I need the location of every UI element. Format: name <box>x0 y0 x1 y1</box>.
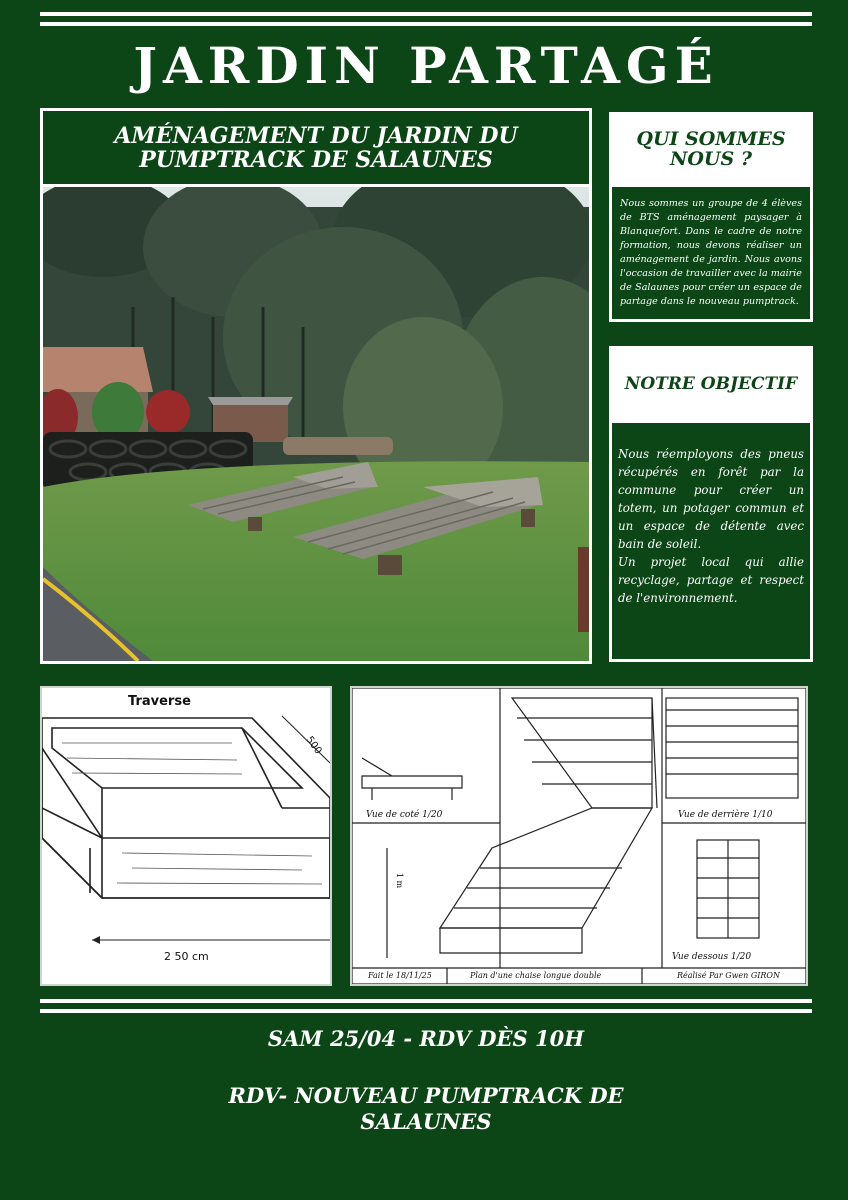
qui-sommes-nous-title <box>612 115 810 187</box>
qui-sommes-nous-box <box>609 112 813 322</box>
top-rule-1 <box>40 12 812 16</box>
chaise-longue-plan <box>350 686 808 986</box>
vue-derriere-label: Vue de derrière 1/10 <box>678 810 773 820</box>
traverse-label: Traverse <box>128 694 191 709</box>
qui-sommes-nous-text: Nous sommes un groupe de 4 élèves de BTS aménagement paysager à Blanquefort. Dans le cadre de notre formation, nous devons réaliser un aménagement de jardin. Nous avons l'occasion de travailler avec la mairie de Salaunes pour créer un espace de partage dans le nouveau pumptrack. <box>620 198 802 307</box>
traverse-dimension-side: 500 <box>303 734 324 757</box>
plan-label: Plan d'une chaise longue double <box>470 971 602 980</box>
vue-dessous-label: Vue dessous 1/20 <box>672 952 752 962</box>
garden-photo <box>40 184 592 664</box>
objectif-title: NOTRE OBJECTIF <box>612 349 810 423</box>
event-location-line-2: SALAUNES <box>360 1109 492 1134</box>
bottom-rule-1 <box>40 999 812 1003</box>
vue-cote-label: Vue de coté 1/20 <box>366 810 443 820</box>
main-heading-line-2: PUMPTRACK DE SALAUNES <box>139 147 493 173</box>
top-rule-2 <box>40 22 812 26</box>
poster-title: JARDIN PARTAGÉ <box>133 36 719 95</box>
main-heading <box>114 124 517 172</box>
traverse-dimension-bottom: 2 50 cm <box>164 950 209 963</box>
objectif-paragraph-1: Nous réemployons des pneus récupérés en forêt par la commune pour créer un totem, un potager commun et un espace de détente avec bain de soleil. <box>618 447 804 551</box>
event-location-line-1: RDV- NOUVEAU PUMPTRACK DE <box>228 1083 624 1108</box>
qui-title-line-2: NOUS ? <box>670 148 752 170</box>
objectif-text <box>612 423 810 613</box>
bottom-rule-2 <box>40 1009 812 1013</box>
realise-label: Réalisé Par Gwen GIRON <box>677 971 780 980</box>
objectif-paragraph-2: Un projet local qui allie recyclage, partage et respect de l'environnement. <box>618 555 804 605</box>
objectif-box <box>609 346 813 662</box>
event-date: SAM 25/04 - RDV DÈS 10H <box>267 1026 585 1051</box>
main-heading-line-1: AMÉNAGEMENT DU JARDIN DU <box>114 123 518 149</box>
qui-title-line-1: QUI SOMMES <box>636 128 786 150</box>
fait-le-label: Fait le 18/11/25 <box>368 971 432 980</box>
main-heading-box <box>40 108 592 188</box>
height-label: 1 m <box>395 872 405 889</box>
event-location <box>40 1083 812 1135</box>
traverse-sketch <box>40 686 332 986</box>
